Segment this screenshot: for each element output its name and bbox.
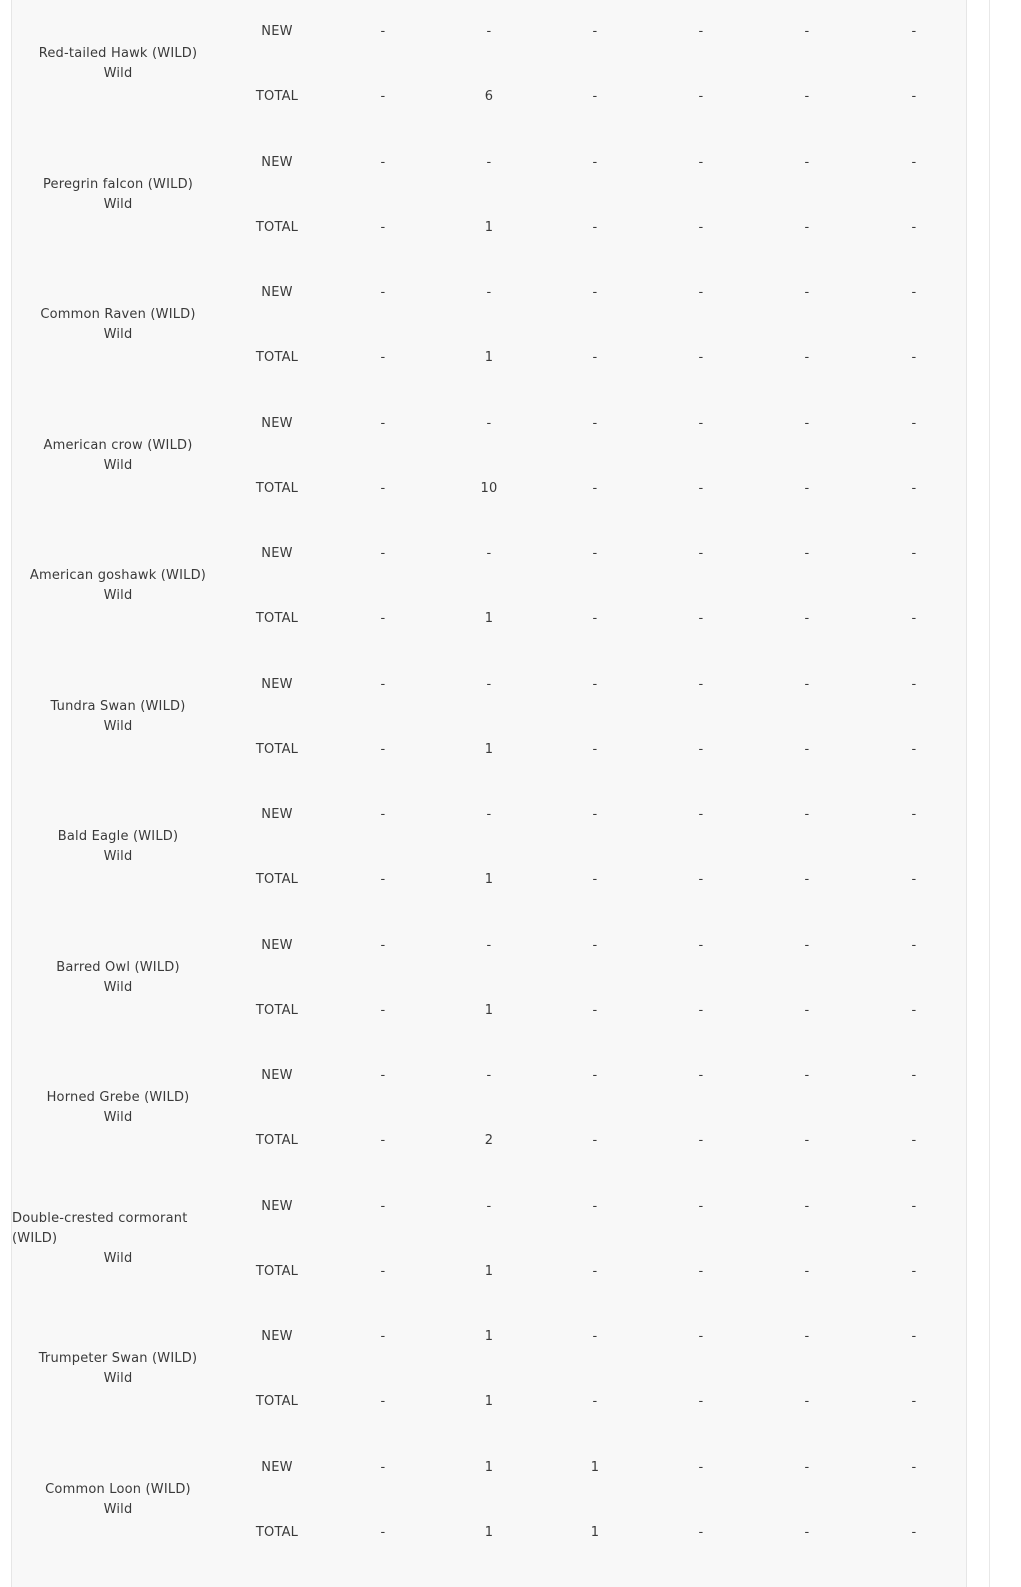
new-count-cell: - (698, 807, 704, 823)
row-type-new: NEW (261, 154, 293, 170)
new-count-cell: - (592, 676, 598, 692)
table-row (12, 521, 968, 586)
table-row (12, 1043, 968, 1108)
table-row (12, 1174, 968, 1239)
total-count-cell: - (592, 611, 598, 627)
new-count-cell: - (380, 1459, 386, 1475)
total-count-cell: - (804, 480, 810, 496)
total-count-cell: - (698, 1394, 704, 1410)
new-count-cell: - (698, 676, 704, 692)
total-count-cell: - (911, 350, 917, 366)
total-count-cell: - (592, 1263, 598, 1279)
total-count-cell: 1 (484, 872, 494, 888)
row-type-new: NEW (261, 1068, 293, 1084)
total-count-cell: - (698, 1263, 704, 1279)
species-type: Wild (103, 196, 133, 212)
new-count-cell: - (804, 676, 810, 692)
row-type-new: NEW (261, 1459, 293, 1475)
table-row (12, 260, 968, 325)
table-row (12, 0, 968, 64)
species-name: American crow (WILD) (43, 437, 193, 453)
new-count-cell: - (804, 285, 810, 301)
table-row (12, 652, 968, 717)
new-count-cell: - (804, 1198, 810, 1214)
row-type-total: TOTAL (255, 611, 299, 627)
row-type-new: NEW (261, 546, 293, 562)
new-count-cell: - (911, 154, 917, 170)
total-count-cell: - (804, 872, 810, 888)
total-count-cell: - (698, 1133, 704, 1149)
total-count-cell: - (804, 611, 810, 627)
species-type: Wild (103, 849, 133, 865)
species-name: Bald Eagle (WILD) (57, 829, 179, 845)
species-type: Wild (103, 327, 133, 343)
total-count-cell: - (380, 1133, 386, 1149)
new-count-cell: - (486, 154, 492, 170)
total-count-cell: - (698, 480, 704, 496)
new-count-cell: - (698, 937, 704, 953)
new-count-cell: 1 (590, 1459, 600, 1475)
new-count-cell: - (486, 546, 492, 562)
new-count-cell: - (592, 1198, 598, 1214)
total-count-cell: - (380, 1524, 386, 1540)
new-count-cell: - (911, 415, 917, 431)
new-count-cell: - (911, 1068, 917, 1084)
total-count-cell: - (380, 1394, 386, 1410)
species-name: Horned Grebe (WILD) (46, 1090, 190, 1106)
total-count-cell: - (380, 89, 386, 105)
new-count-cell: - (911, 1329, 917, 1345)
new-count-cell: - (380, 676, 386, 692)
total-count-cell: - (804, 1524, 810, 1540)
new-count-cell: - (804, 415, 810, 431)
row-type-new: NEW (261, 676, 293, 692)
species-cell (12, 1043, 224, 1174)
row-type-total: TOTAL (255, 1524, 299, 1540)
total-count-cell: - (380, 1263, 386, 1279)
total-count-cell: - (911, 1133, 917, 1149)
row-type-new: NEW (261, 937, 293, 953)
total-count-cell: - (592, 872, 598, 888)
total-count-cell: - (698, 611, 704, 627)
species-cell (12, 391, 224, 522)
flock-table-body (12, 0, 968, 1565)
row-type-total: TOTAL (255, 1263, 299, 1279)
total-count-cell: - (380, 872, 386, 888)
total-count-cell: - (804, 1263, 810, 1279)
total-count-cell: - (380, 611, 386, 627)
species-cell (12, 652, 224, 783)
total-count-cell: 1 (484, 1263, 494, 1279)
species-cell (12, 260, 224, 391)
table-row (12, 391, 968, 456)
new-count-cell: - (486, 285, 492, 301)
species-type: Wild (103, 1110, 133, 1126)
new-count-cell: - (592, 546, 598, 562)
new-count-cell: - (380, 807, 386, 823)
species-name: American goshawk (WILD) (29, 568, 207, 584)
total-count-cell: - (804, 219, 810, 235)
row-type-total: TOTAL (255, 1394, 299, 1410)
new-count-cell: - (380, 937, 386, 953)
new-count-cell: - (698, 24, 704, 40)
species-name: Barred Owl (WILD) (56, 959, 180, 975)
new-count-cell: - (380, 1198, 386, 1214)
species-cell (12, 1304, 224, 1435)
flock-counts-table (12, 0, 968, 1565)
row-type-new: NEW (261, 807, 293, 823)
species-type: Wild (103, 66, 133, 82)
species-cell (12, 0, 224, 130)
new-count-cell: - (592, 24, 598, 40)
species-type: Wild (103, 588, 133, 604)
row-type-total: TOTAL (255, 741, 299, 757)
new-count-cell: - (804, 154, 810, 170)
new-count-cell: - (698, 1068, 704, 1084)
total-count-cell: - (380, 480, 386, 496)
new-count-cell: 1 (484, 1329, 494, 1345)
new-count-cell: 1 (484, 1459, 494, 1475)
species-type: Wild (103, 979, 133, 995)
table-row (12, 782, 968, 847)
species-type: Wild (103, 718, 133, 734)
total-count-cell: 1 (590, 1524, 600, 1540)
new-count-cell: - (486, 415, 492, 431)
row-type-new: NEW (261, 24, 293, 40)
total-count-cell: - (698, 1524, 704, 1540)
total-count-cell: - (804, 350, 810, 366)
page-divider (989, 0, 990, 1587)
new-count-cell: - (486, 1198, 492, 1214)
total-count-cell: - (911, 611, 917, 627)
total-count-cell: 1 (484, 741, 494, 757)
species-name: Common Loon (WILD) (45, 1481, 191, 1497)
species-name: Red-tailed Hawk (WILD) (38, 46, 198, 62)
total-count-cell: - (911, 1263, 917, 1279)
new-count-cell: - (911, 1198, 917, 1214)
row-type-total: TOTAL (255, 1002, 299, 1018)
total-count-cell: - (592, 1002, 598, 1018)
total-count-cell: - (592, 1394, 598, 1410)
new-count-cell: - (592, 154, 598, 170)
total-count-cell: - (698, 1002, 704, 1018)
total-count-cell: 1 (484, 1394, 494, 1410)
species-cell (12, 913, 224, 1044)
total-count-cell: - (911, 1524, 917, 1540)
new-count-cell: - (592, 1068, 598, 1084)
total-count-cell: - (698, 741, 704, 757)
new-count-cell: - (698, 415, 704, 431)
total-count-cell: - (804, 1394, 810, 1410)
species-type: Wild (103, 457, 133, 473)
new-count-cell: - (592, 807, 598, 823)
total-count-cell: - (380, 350, 386, 366)
total-count-cell: - (911, 872, 917, 888)
new-count-cell: - (592, 415, 598, 431)
table-row (12, 1435, 968, 1500)
new-count-cell: - (380, 24, 386, 40)
species-type: Wild (103, 1371, 133, 1387)
new-count-cell: - (486, 807, 492, 823)
total-count-cell: - (698, 89, 704, 105)
species-type: Wild (103, 1501, 133, 1517)
total-count-cell: 1 (484, 1002, 494, 1018)
species-type: Wild (103, 1250, 133, 1266)
new-count-cell: - (804, 1459, 810, 1475)
species-cell (12, 1174, 224, 1305)
row-type-new: NEW (261, 1329, 293, 1345)
total-count-cell: 6 (484, 89, 494, 105)
row-type-new: NEW (261, 285, 293, 301)
new-count-cell: - (911, 676, 917, 692)
total-count-cell: - (380, 219, 386, 235)
total-count-cell: - (911, 1002, 917, 1018)
total-count-cell: 1 (484, 1524, 494, 1540)
total-count-cell: - (698, 219, 704, 235)
new-count-cell: - (698, 1198, 704, 1214)
row-type-total: TOTAL (255, 89, 299, 105)
new-count-cell: - (486, 24, 492, 40)
total-count-cell: - (911, 89, 917, 105)
species-name: Tundra Swan (WILD) (50, 698, 186, 714)
table-row (12, 1304, 968, 1369)
new-count-cell: - (698, 285, 704, 301)
new-count-cell: - (804, 546, 810, 562)
new-count-cell: - (486, 1068, 492, 1084)
table-row (12, 913, 968, 978)
total-count-cell: - (592, 219, 598, 235)
total-count-cell: - (911, 480, 917, 496)
species-name: Double-crested cormorant (WILD) (12, 1210, 188, 1246)
new-count-cell: - (592, 285, 598, 301)
new-count-cell: - (911, 24, 917, 40)
total-count-cell: - (592, 350, 598, 366)
new-count-cell: - (911, 807, 917, 823)
species-cell (12, 521, 224, 652)
species-name: Common Raven (WILD) (40, 307, 196, 323)
new-count-cell: - (486, 676, 492, 692)
total-count-cell: 1 (484, 219, 494, 235)
total-count-cell: - (592, 741, 598, 757)
total-count-cell: - (911, 1394, 917, 1410)
new-count-cell: - (911, 1459, 917, 1475)
total-count-cell: - (804, 741, 810, 757)
total-count-cell: 1 (484, 350, 494, 366)
total-count-cell: 2 (484, 1133, 494, 1149)
total-count-cell: - (592, 1133, 598, 1149)
species-cell (12, 1435, 224, 1566)
new-count-cell: - (486, 937, 492, 953)
total-count-cell: - (380, 1002, 386, 1018)
total-count-cell: - (592, 480, 598, 496)
table-row (12, 130, 968, 195)
new-count-cell: - (380, 1329, 386, 1345)
species-name: Trumpeter Swan (WILD) (38, 1351, 198, 1367)
new-count-cell: - (804, 1068, 810, 1084)
total-count-cell: - (911, 219, 917, 235)
new-count-cell: - (698, 546, 704, 562)
species-name: Peregrin falcon (WILD) (42, 176, 194, 192)
total-count-cell: - (804, 89, 810, 105)
new-count-cell: - (380, 1068, 386, 1084)
species-cell (12, 782, 224, 913)
new-count-cell: - (911, 285, 917, 301)
new-count-cell: - (592, 1329, 598, 1345)
new-count-cell: - (380, 154, 386, 170)
row-type-total: TOTAL (255, 872, 299, 888)
new-count-cell: - (380, 546, 386, 562)
species-cell (12, 130, 224, 261)
total-count-cell: - (804, 1002, 810, 1018)
new-count-cell: - (804, 1329, 810, 1345)
row-type-total: TOTAL (255, 480, 299, 496)
new-count-cell: - (804, 937, 810, 953)
row-type-total: TOTAL (255, 219, 299, 235)
new-count-cell: - (804, 24, 810, 40)
total-count-cell: - (911, 741, 917, 757)
total-count-cell: - (804, 1133, 810, 1149)
new-count-cell: - (698, 1459, 704, 1475)
new-count-cell: - (804, 807, 810, 823)
row-type-new: NEW (261, 1198, 293, 1214)
row-type-new: NEW (261, 415, 293, 431)
new-count-cell: - (911, 546, 917, 562)
new-count-cell: - (592, 937, 598, 953)
total-count-cell: 1 (484, 611, 494, 627)
new-count-cell: - (698, 1329, 704, 1345)
new-count-cell: - (380, 415, 386, 431)
total-count-cell: - (698, 350, 704, 366)
total-count-cell: - (380, 741, 386, 757)
new-count-cell: - (911, 937, 917, 953)
total-count-cell: - (698, 872, 704, 888)
row-type-total: TOTAL (255, 350, 299, 366)
flock-table-panel (11, 0, 967, 1587)
total-count-cell: - (592, 89, 598, 105)
total-count-cell: 10 (480, 480, 498, 496)
row-type-total: TOTAL (255, 1133, 299, 1149)
new-count-cell: - (380, 285, 386, 301)
new-count-cell: - (698, 154, 704, 170)
